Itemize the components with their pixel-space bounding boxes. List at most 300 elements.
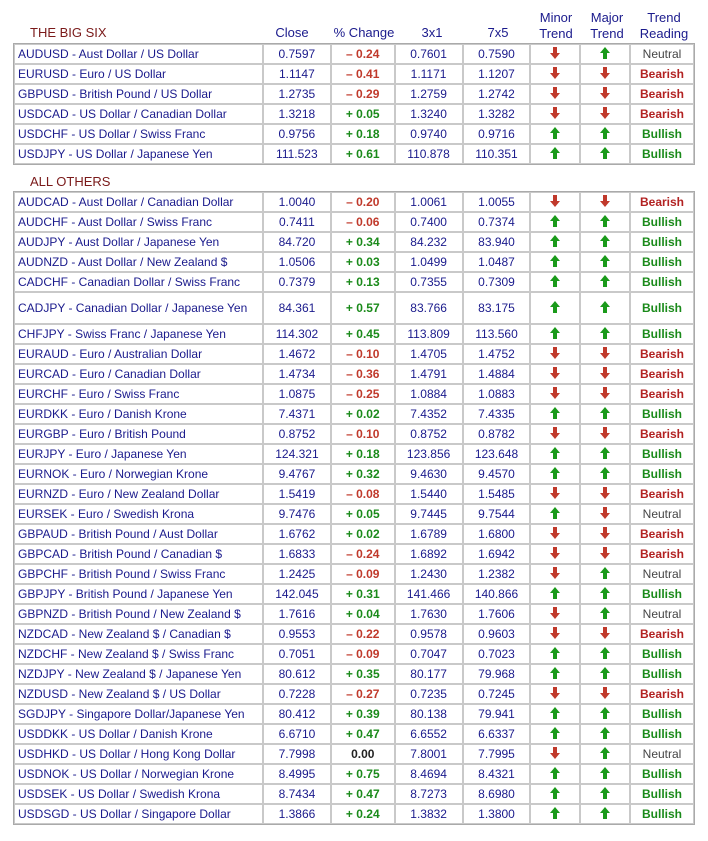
minor-trend-cell: [530, 724, 580, 744]
table-row: [14, 604, 694, 624]
minor-trend-cell: [530, 504, 580, 524]
pair-name: USDDKK - US Dollar / Danish Krone: [14, 724, 263, 744]
major-trend-cell: [580, 252, 630, 272]
arrow-down-icon: [550, 547, 560, 559]
close-value: 9.7476: [263, 504, 331, 524]
close-value: 1.3866: [263, 804, 331, 824]
pct-change-value: + 0.31: [331, 584, 395, 604]
pct-change-value: + 0.45: [331, 324, 395, 344]
pct-change-value: – 0.20: [331, 192, 395, 212]
minor-trend-cell: [530, 484, 580, 504]
trend-reading-value: Bearish: [630, 624, 694, 644]
arrow-up-icon: [600, 467, 610, 479]
table-row: [14, 364, 694, 384]
pair-name: GBPAUD - British Pound / Aust Dollar: [14, 524, 263, 544]
pct-change-value: + 0.24: [331, 804, 395, 824]
value-7x5: 8.4321: [463, 764, 531, 784]
close-value: 1.6833: [263, 544, 331, 564]
minor-trend-cell: [530, 584, 580, 604]
all-others-table: [13, 191, 695, 825]
value-7x5: 0.7374: [463, 212, 531, 232]
trend-reading-value: Bullish: [630, 724, 694, 744]
value-3x1: 1.4705: [395, 344, 463, 364]
close-value: 80.612: [263, 664, 331, 684]
major-trend-cell: [580, 464, 630, 484]
close-value: 6.6710: [263, 724, 331, 744]
major-trend-cell: [580, 744, 630, 764]
arrow-up-icon: [600, 255, 610, 267]
pct-change-value: + 0.47: [331, 724, 395, 744]
arrow-down-icon: [550, 687, 560, 699]
pct-change-value: – 0.41: [331, 64, 395, 84]
arrow-down-icon: [600, 547, 610, 559]
value-3x1: 1.3832: [395, 804, 463, 824]
value-3x1: 80.138: [395, 704, 463, 724]
table-row: [14, 704, 694, 724]
value-7x5: 0.7590: [463, 44, 531, 64]
arrow-up-icon: [550, 587, 560, 599]
major-trend-cell: [580, 292, 630, 324]
trend-reading-value: Bullish: [630, 144, 694, 164]
all-others-title: ALL OTHERS: [30, 174, 111, 189]
trend-reading-value: Bearish: [630, 344, 694, 364]
trend-reading-value: Bearish: [630, 544, 694, 564]
pct-change-value: – 0.10: [331, 424, 395, 444]
close-value: 1.6762: [263, 524, 331, 544]
table-row: [14, 324, 694, 344]
close-value: 1.0040: [263, 192, 331, 212]
pct-change-value: – 0.27: [331, 684, 395, 704]
value-3x1: 0.7235: [395, 684, 463, 704]
arrow-up-icon: [600, 407, 610, 419]
table-row: [14, 764, 694, 784]
value-7x5: 1.0883: [463, 384, 531, 404]
close-value: 0.9756: [263, 124, 331, 144]
major-trend-cell: [580, 424, 630, 444]
pct-change-value: – 0.09: [331, 564, 395, 584]
value-3x1: 1.7630: [395, 604, 463, 624]
close-value: 0.7379: [263, 272, 331, 292]
minor-trend-cell: [530, 44, 580, 64]
arrow-up-icon: [600, 147, 610, 159]
arrow-down-icon: [550, 487, 560, 499]
pct-change-value: + 0.05: [331, 104, 395, 124]
value-3x1: 1.5440: [395, 484, 463, 504]
major-trend-cell: [580, 404, 630, 424]
major-trend-cell: [580, 524, 630, 544]
pair-name: USDNOK - US Dollar / Norwegian Krone: [14, 764, 263, 784]
value-3x1: 1.4791: [395, 364, 463, 384]
value-7x5: 0.8782: [463, 424, 531, 444]
minor-trend-cell: [530, 764, 580, 784]
big-six-rows: [14, 44, 694, 164]
value-7x5: 83.175: [463, 292, 531, 324]
pct-change-value: + 0.18: [331, 444, 395, 464]
value-3x1: 8.4694: [395, 764, 463, 784]
value-3x1: 1.2759: [395, 84, 463, 104]
table-row: [14, 44, 694, 64]
trend-reading-value: Bullish: [630, 804, 694, 824]
arrow-down-icon: [550, 47, 560, 59]
arrow-up-icon: [550, 727, 560, 739]
major-trend-cell: [580, 504, 630, 524]
minor-trend-cell: [530, 64, 580, 84]
trend-reading-value: Bearish: [630, 192, 694, 212]
close-value: 1.2735: [263, 84, 331, 104]
pct-change-value: – 0.10: [331, 344, 395, 364]
minor-trend-cell: [530, 384, 580, 404]
minor-trend-cell: [530, 704, 580, 724]
major-trend-cell: [580, 64, 630, 84]
pair-name: EURAUD - Euro / Australian Dollar: [14, 344, 263, 364]
value-3x1: 1.3240: [395, 104, 463, 124]
value-3x1: 1.6789: [395, 524, 463, 544]
value-7x5: 0.9716: [463, 124, 531, 144]
arrow-down-icon: [600, 387, 610, 399]
table-row: [14, 544, 694, 564]
arrow-up-icon: [550, 647, 560, 659]
trend-reading-value: Bearish: [630, 484, 694, 504]
major-trend-cell: [580, 232, 630, 252]
value-3x1: 0.7601: [395, 44, 463, 64]
arrow-up-icon: [550, 301, 560, 313]
pair-name: USDCAD - US Dollar / Canadian Dollar: [14, 104, 263, 124]
pct-change-value: – 0.06: [331, 212, 395, 232]
close-value: 80.412: [263, 704, 331, 724]
value-3x1: 7.8001: [395, 744, 463, 764]
pair-name: EURNOK - Euro / Norwegian Krone: [14, 464, 263, 484]
arrow-up-icon: [600, 787, 610, 799]
trend-reading-value: Bullish: [630, 232, 694, 252]
table-row: [14, 804, 694, 824]
pair-name: EURSEK - Euro / Swedish Krona: [14, 504, 263, 524]
value-7x5: 1.2382: [463, 564, 531, 584]
arrow-up-icon: [550, 147, 560, 159]
pct-change-value: – 0.24: [331, 44, 395, 64]
arrow-up-icon: [600, 567, 610, 579]
table-row: [14, 232, 694, 252]
minor-trend-cell: [530, 272, 580, 292]
pct-change-value: – 0.08: [331, 484, 395, 504]
value-7x5: 79.941: [463, 704, 531, 724]
value-7x5: 6.6337: [463, 724, 531, 744]
pct-change-value: + 0.05: [331, 504, 395, 524]
pair-name: USDSGD - US Dollar / Singapore Dollar: [14, 804, 263, 824]
close-value: 9.4767: [263, 464, 331, 484]
major-trend-cell: [580, 192, 630, 212]
value-3x1: 1.0061: [395, 192, 463, 212]
minor-trend-cell: [530, 564, 580, 584]
major-trend-cell: [580, 272, 630, 292]
trend-reading-value: Bullish: [630, 272, 694, 292]
trend-reading-value: Bullish: [630, 292, 694, 324]
major-trend-cell: [580, 644, 630, 664]
close-value: 114.302: [263, 324, 331, 344]
major-trend-cell: [580, 704, 630, 724]
trend-reading-value: Neutral: [630, 564, 694, 584]
major-trend-cell: [580, 664, 630, 684]
arrow-up-icon: [600, 47, 610, 59]
close-value: 0.7228: [263, 684, 331, 704]
pair-name: NZDCHF - New Zealand $ / Swiss Franc: [14, 644, 263, 664]
arrow-up-icon: [600, 301, 610, 313]
trend-reading-value: Bullish: [630, 124, 694, 144]
table-row: [14, 484, 694, 504]
pair-name: GBPCAD - British Pound / Canadian $: [14, 544, 263, 564]
value-7x5: 1.2742: [463, 84, 531, 104]
table-row: [14, 104, 694, 124]
table-row: [14, 272, 694, 292]
pair-name: EURJPY - Euro / Japanese Yen: [14, 444, 263, 464]
arrow-up-icon: [550, 767, 560, 779]
close-value: 84.720: [263, 232, 331, 252]
close-value: 0.7411: [263, 212, 331, 232]
major-trend-cell: [580, 684, 630, 704]
trend-reading-value: Neutral: [630, 504, 694, 524]
value-3x1: 84.232: [395, 232, 463, 252]
arrow-up-icon: [550, 255, 560, 267]
pair-name: NZDJPY - New Zealand $ / Japanese Yen: [14, 664, 263, 684]
table-row: [14, 252, 694, 272]
trend-reading-value: Bearish: [630, 64, 694, 84]
table-row: [14, 524, 694, 544]
value-3x1: 0.9578: [395, 624, 463, 644]
arrow-up-icon: [600, 727, 610, 739]
table-row: [14, 744, 694, 764]
value-3x1: 9.4630: [395, 464, 463, 484]
trend-reading-value: Bearish: [630, 684, 694, 704]
major-trend-cell: [580, 384, 630, 404]
close-value: 7.7998: [263, 744, 331, 764]
arrow-down-icon: [600, 67, 610, 79]
pct-change-value: + 0.34: [331, 232, 395, 252]
arrow-down-icon: [600, 507, 610, 519]
trend-reading-value: Bearish: [630, 364, 694, 384]
arrow-up-icon: [550, 127, 560, 139]
close-value: 1.3218: [263, 104, 331, 124]
major-trend-cell: [580, 544, 630, 564]
table-row: [14, 144, 694, 164]
arrow-up-icon: [600, 327, 610, 339]
table-row: [14, 564, 694, 584]
close-value: 124.321: [263, 444, 331, 464]
pair-name: CHFJPY - Swiss Franc / Japanese Yen: [14, 324, 263, 344]
arrow-up-icon: [600, 767, 610, 779]
pct-change-value: + 0.13: [331, 272, 395, 292]
minor-trend-cell: [530, 232, 580, 252]
pct-change-value: 0.00: [331, 744, 395, 764]
minor-trend-cell: [530, 464, 580, 484]
minor-trend-cell: [530, 684, 580, 704]
table-row: [14, 444, 694, 464]
arrow-up-icon: [600, 647, 610, 659]
major-trend-cell: [580, 564, 630, 584]
trend-reading-value: Bearish: [630, 424, 694, 444]
table-row: [14, 424, 694, 444]
pair-name: AUDCHF - Aust Dollar / Swiss Franc: [14, 212, 263, 232]
arrow-up-icon: [550, 235, 560, 247]
trend-reading-value: Neutral: [630, 44, 694, 64]
trend-reading-value: Bullish: [630, 444, 694, 464]
table-row: [14, 504, 694, 524]
major-trend-cell: [580, 804, 630, 824]
arrow-down-icon: [600, 107, 610, 119]
value-3x1: 0.7400: [395, 212, 463, 232]
arrow-down-icon: [550, 347, 560, 359]
minor-trend-cell: [530, 84, 580, 104]
column-header-row: [0, 0, 708, 44]
pair-name: NZDUSD - New Zealand $ / US Dollar: [14, 684, 263, 704]
close-value: 111.523: [263, 144, 331, 164]
value-7x5: 9.4570: [463, 464, 531, 484]
pct-change-value: + 0.32: [331, 464, 395, 484]
table-row: [14, 644, 694, 664]
arrow-up-icon: [550, 467, 560, 479]
major-trend-cell: [580, 584, 630, 604]
header-pct-change: % Change: [333, 25, 395, 40]
major-trend-cell: [580, 144, 630, 164]
value-3x1: 1.0884: [395, 384, 463, 404]
close-value: 1.1147: [263, 64, 331, 84]
pair-name: AUDNZD - Aust Dollar / New Zealand $: [14, 252, 263, 272]
trend-reading-value: Bullish: [630, 644, 694, 664]
pct-change-value: + 0.61: [331, 144, 395, 164]
value-3x1: 1.1171: [395, 64, 463, 84]
arrow-down-icon: [600, 627, 610, 639]
arrow-down-icon: [550, 527, 560, 539]
value-7x5: 1.0487: [463, 252, 531, 272]
minor-trend-cell: [530, 404, 580, 424]
value-7x5: 1.4884: [463, 364, 531, 384]
pct-change-value: + 0.75: [331, 764, 395, 784]
minor-trend-cell: [530, 324, 580, 344]
trend-reading-value: Bearish: [630, 384, 694, 404]
pair-name: USDCHF - US Dollar / Swiss Franc: [14, 124, 263, 144]
minor-trend-cell: [530, 212, 580, 232]
value-3x1: 1.6892: [395, 544, 463, 564]
minor-trend-cell: [530, 364, 580, 384]
minor-trend-cell: [530, 524, 580, 544]
major-trend-cell: [580, 624, 630, 644]
arrow-down-icon: [600, 487, 610, 499]
arrow-down-icon: [550, 607, 560, 619]
trend-reading-value: Neutral: [630, 604, 694, 624]
close-value: 7.4371: [263, 404, 331, 424]
pair-name: SGDJPY - Singapore Dollar/Japanese Yen: [14, 704, 263, 724]
header-major-trend: Major Trend: [590, 10, 624, 41]
major-trend-cell: [580, 784, 630, 804]
major-trend-cell: [580, 764, 630, 784]
arrow-up-icon: [600, 447, 610, 459]
arrow-up-icon: [550, 275, 560, 287]
value-3x1: 141.466: [395, 584, 463, 604]
minor-trend-cell: [530, 104, 580, 124]
trend-reading-value: Bullish: [630, 784, 694, 804]
arrow-down-icon: [600, 687, 610, 699]
pct-change-value: + 0.04: [331, 604, 395, 624]
pct-change-value: + 0.47: [331, 784, 395, 804]
table-row: [14, 344, 694, 364]
arrow-down-icon: [550, 67, 560, 79]
value-7x5: 140.866: [463, 584, 531, 604]
arrow-up-icon: [600, 707, 610, 719]
value-7x5: 1.0055: [463, 192, 531, 212]
value-3x1: 123.856: [395, 444, 463, 464]
arrow-up-icon: [600, 215, 610, 227]
arrow-down-icon: [550, 387, 560, 399]
table-row: [14, 464, 694, 484]
close-value: 1.2425: [263, 564, 331, 584]
table-row: [14, 584, 694, 604]
value-7x5: 9.7544: [463, 504, 531, 524]
header-trend-reading: Trend Reading: [639, 10, 689, 41]
table-row: [14, 664, 694, 684]
arrow-up-icon: [600, 747, 610, 759]
pair-name: AUDUSD - Aust Dollar / US Dollar: [14, 44, 263, 64]
pair-name: EURUSD - Euro / US Dollar: [14, 64, 263, 84]
value-3x1: 0.8752: [395, 424, 463, 444]
trend-reading-value: Bearish: [630, 104, 694, 124]
minor-trend-cell: [530, 124, 580, 144]
minor-trend-cell: [530, 784, 580, 804]
arrow-down-icon: [600, 87, 610, 99]
trend-reading-value: Bullish: [630, 404, 694, 424]
table-row: [14, 404, 694, 424]
close-value: 0.9553: [263, 624, 331, 644]
arrow-up-icon: [600, 667, 610, 679]
trend-reading-value: Bullish: [630, 324, 694, 344]
value-7x5: 123.648: [463, 444, 531, 464]
close-value: 0.8752: [263, 424, 331, 444]
trend-reading-value: Bullish: [630, 704, 694, 724]
value-7x5: 1.4752: [463, 344, 531, 364]
major-trend-cell: [580, 484, 630, 504]
pct-change-value: – 0.25: [331, 384, 395, 404]
arrow-up-icon: [550, 407, 560, 419]
table-row: [14, 212, 694, 232]
major-trend-cell: [580, 84, 630, 104]
minor-trend-cell: [530, 604, 580, 624]
pair-name: NZDCAD - New Zealand $ / Canadian $: [14, 624, 263, 644]
arrow-up-icon: [550, 447, 560, 459]
close-value: 8.4995: [263, 764, 331, 784]
value-3x1: 110.878: [395, 144, 463, 164]
table-row: [14, 784, 694, 804]
value-7x5: 7.4335: [463, 404, 531, 424]
arrow-up-icon: [600, 275, 610, 287]
close-value: 1.0506: [263, 252, 331, 272]
value-7x5: 110.351: [463, 144, 531, 164]
close-value: 1.4672: [263, 344, 331, 364]
pct-change-value: + 0.03: [331, 252, 395, 272]
value-3x1: 83.766: [395, 292, 463, 324]
pair-name: EURNZD - Euro / New Zealand Dollar: [14, 484, 263, 504]
trend-reading-value: Bullish: [630, 584, 694, 604]
table-row: [14, 384, 694, 404]
value-7x5: 113.560: [463, 324, 531, 344]
minor-trend-cell: [530, 744, 580, 764]
arrow-up-icon: [550, 327, 560, 339]
pair-name: EURGBP - Euro / British Pound: [14, 424, 263, 444]
pair-name: EURCHF - Euro / Swiss Franc: [14, 384, 263, 404]
arrow-down-icon: [600, 367, 610, 379]
major-trend-cell: [580, 724, 630, 744]
trend-reading-value: Bearish: [630, 84, 694, 104]
minor-trend-cell: [530, 624, 580, 644]
minor-trend-cell: [530, 804, 580, 824]
value-3x1: 1.2430: [395, 564, 463, 584]
arrow-down-icon: [550, 195, 560, 207]
